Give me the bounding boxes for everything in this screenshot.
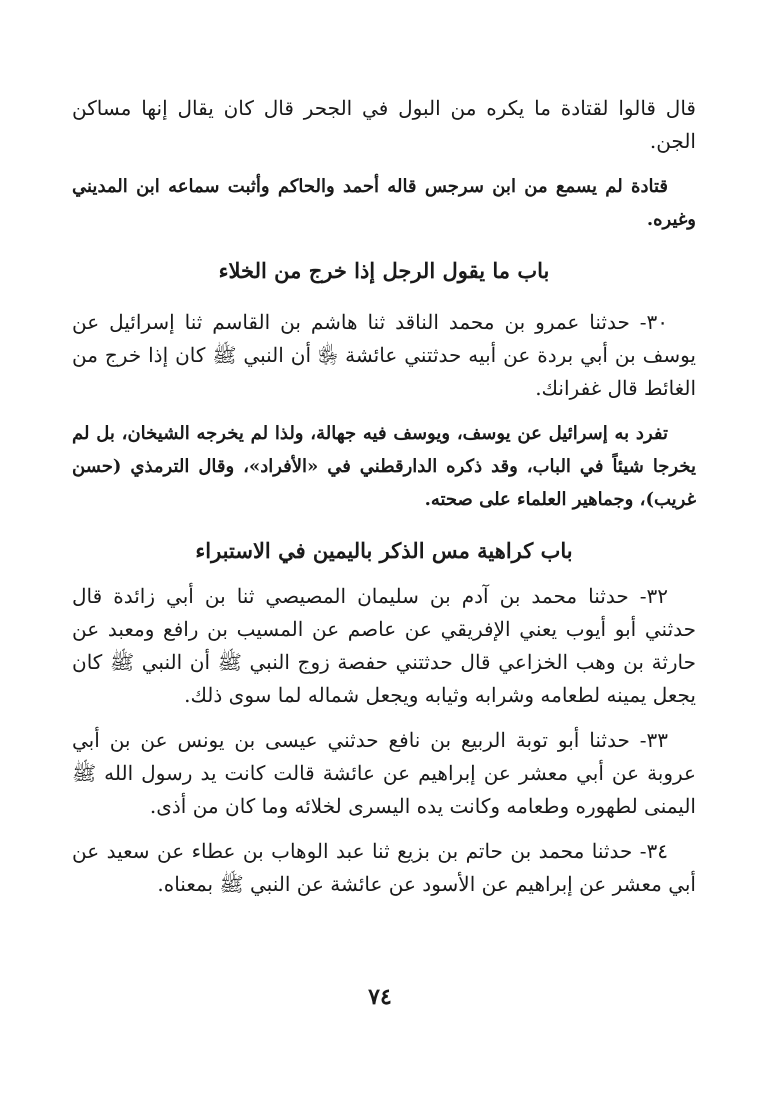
page-number: ٧٤ [368,984,392,1010]
paragraph-jinn-dwellings: قال قالوا لقتادة ما يكره من البول في الجحر قال كان يقال إنها مساكن الجن. [72,96,696,153]
note-hadith-30: تفرد به إسرائيل عن يوسف، ويوسف فيه جهالة، ولذا لم يخرجه الشيخان، بل لم يخرجا شيئاً في الباب، وقد ذكره الدارقطني في «الأفراد»، وقال الترمذي (حسن غريب)، وجماهير العلماء على صحته. [72,423,696,510]
page-body [72,92,696,901]
hadith-32: ٣٢- حدثنا محمد بن آدم بن سليمان المصيصي ثنا بن أبي زائدة قال حدثني أبو أيوب يعني الإفريقي عن عاصم عن المسيب بن رافع ومعبد عن حارثة بن وهب الخزاعي قال حدثتني حفصة زوج النبي ﷺ أن النبي ﷺ كان يجعل يمينه لطعامه وشرابه وثيابه ويجعل شماله لما سوى ذلك. [72,584,696,707]
note-qatada: قتادة لم يسمع من ابن سرجس قاله أحمد والحاكم وأثبت سماعه ابن المديني وغيره. [72,176,696,230]
hadith-34: ٣٤- حدثنا محمد بن حاتم بن بزيع ثنا عبد الوهاب بن عطاء عن سعيد عن أبي معشر عن إبراهيم عن الأسود عن عائشة عن النبي ﷺ بمعناه. [72,839,696,896]
hadith-30: ٣٠- حدثنا عمرو بن محمد الناقد ثنا هاشم بن القاسم ثنا إسرائيل عن يوسف بن أبي بردة عن أبيه حدثتني عائشة ﵂ أن النبي ﷺ كان إذا خرج من الغائط قال غفرانك. [72,310,696,400]
chapter-heading-leaving-toilet: باب ما يقول الرجل إذا خرج من الخلاء [218,258,550,283]
hadith-33: ٣٣- حدثنا أبو توبة الربيع بن نافع حدثني عيسى بن يونس عن بن أبي عروبة عن أبي معشر عن إبراهيم عن عائشة قالت كانت يد رسول الله ﷺ اليمنى لطهوره وطعامه وكانت يده اليسرى لخلائه وما كان من أذى. [72,728,696,818]
chapter-heading-right-hand: باب كراهية مس الذكر باليمين في الاستبراء [195,538,573,563]
